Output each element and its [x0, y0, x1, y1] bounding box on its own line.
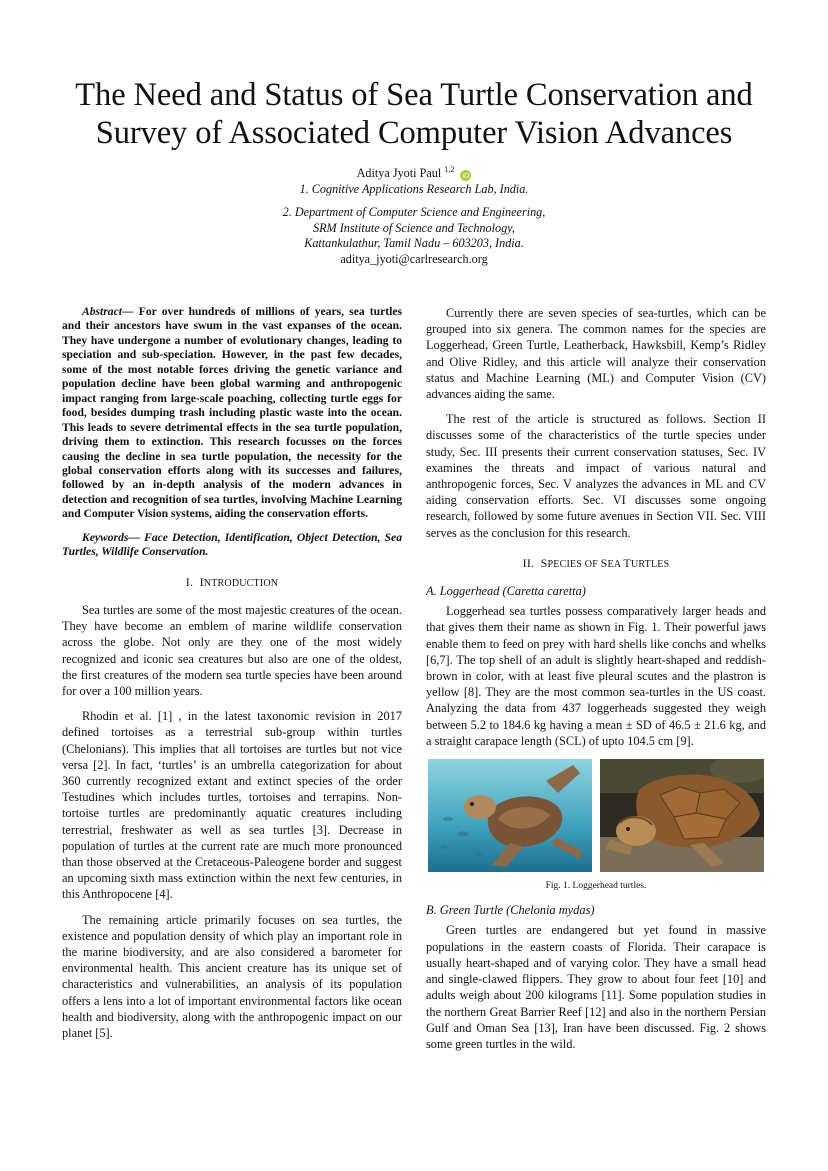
affiliation-2-line-1: 2. Department of Computer Science and Engineering,	[282, 205, 546, 220]
abstract	[62, 305, 402, 522]
species-overview-paragraph: Currently there are seven species of sea-turtles, which can be grouped into six genera. The common names for the species are Loggerhead, Green Turtle, Leatherback, Hawksbill, Kemp’s Ridley and Olive Ridley, and this article will analyze their conservation status and Machine Learning (ML) and Computer Vision (CV) advances aiding the same.	[426, 306, 766, 402]
author-block	[214, 166, 614, 268]
right-column	[426, 305, 766, 1061]
loggerhead-resting-photo	[600, 759, 764, 872]
section-1-heading: I. INTRODUCTION	[185, 574, 279, 589]
author-name: Aditya Jyoti Paul	[356, 166, 442, 180]
figure-1-caption: Fig. 1. Loggerhead turtles.	[545, 881, 647, 892]
intro-paragraph-2: Rhodin et al. [1] , in the latest taxonomic revision in 2017 defined tortoises as a terrestrial sub-group within turtles (Chelonians). This implies that all tortoises are turtles but not vice versa [2]. In fact, ‘turtles’ is an umbrella categorization for about 360 currently recognized extant and extinct species of the order Testudines which includes turtles, tortoises and terrapins. Non-tortoise turtles are predominantly aquatic creatures including terrestrial, freshwater as well as sea turtles [3]. Decrease in population of turtles at the current rate are much more pronounced than those observed at the Cretaceous-Paleogene border and suggest an upcoming sixth mass extinction within the next few centuries, in this Anthropocene [4].	[62, 709, 402, 902]
affiliation-2-line-3: Kattankulathur, Tamil Nadu – 603203, India.	[304, 236, 524, 251]
subsection-a-heading: A. Loggerhead (Caretta caretta)	[426, 584, 586, 599]
intro-paragraph-1: Sea turtles are some of the most majestic creatures of the ocean. They have become an emblem of marine wildlife conservation across the globe. Not only are they one of the most widely recognized and iconic sea creatures but also are one of the oldest, the first creatures of the modern sea turtle species have been around for over a 100 million years.	[62, 603, 402, 699]
subsection-b-heading: B. Green Turtle (Chelonia mydas)	[426, 903, 595, 918]
loggerhead-underwater-photo	[428, 759, 592, 872]
abstract-text: For over hundreds of millions of years, sea turtles and their ancestors have swum in the vast expanses of the ocean. They have undergone a number of evolutionary changes, leading to speciation and sub-speciation. However, in the past few decades, some of the most notable forces driving the genetic variance and population decline have been global warming and anthropogenic impact ranging from large-scale poaching, collecting turtle eggs for food, besides dumping trash including plastic waste into the ocean. This leads to severe detrimental effects in the sea turtle population, driving them to extinction. This research focusses on the forces causing the decline in sea turtle population, the necessity for the global conservation efforts along with its successes and failures, followed by an in-depth analysis of the modern advances in detection and recognition of sea turtles, involving Machine Learning and Computer Vision systems, aiding the conservation efforts.	[62, 305, 402, 521]
green-turtle-paragraph: Green turtles are endangered but yet found in massive populations in the eastern coasts of Florida. Their carapace is usually heart-shaped and of varying color. They have a small head and single-clawed flippers. They grow to about four feet [10] and adults weigh about 200 kilograms [11]. Some population studies in the northern Great Barrier Reef [12] and also in the northern Persian Gulf and Oman Sea [13], Iran have been discussed. Fig. 2 shows some green turtles in the wild.	[426, 923, 766, 1051]
section-2-heading: II. SPECIES OF SEA TURTLES	[522, 555, 670, 570]
structure-paragraph: The rest of the article is structured as follows. Section II discusses some of the characteristics of the turtle species under study, Sec. III presents their current conservation statuses, Sec. IV examines the threats and impact of various natural and anthropogenic forces, Sec. V analyzes the advances in ML and CV aiding conservation efforts. Sec. VI discusses some ongoing research, followed by some future avenues in Section VII. Sec. VIII serves as the conclusion for this research.	[426, 412, 766, 540]
abstract-label: Abstract—	[82, 305, 134, 318]
affiliation-2-line-2: SRM Institute of Science and Technology,	[313, 220, 515, 235]
loggerhead-paragraph: Loggerhead sea turtles possess comparatively larger heads and that gives them their name as shown in Fig. 1. Their powerful jaws enable them to feed on prey with hard shells like conchs and whelks [6,7]. The top shell of an adult is slightly heart-shaped and reddish-brown in color, with at least five pleural scutes and the plastron is yellow [8]. They are the most common sea-turtles in the US coast. Analyzing the data from 437 loggerheads suggested they weigh between 5.2 to 184.6 kg having a mean ± SD of 46.5 ± 21.6 kg, and a straight carapace length (SCL) of upto 104.5 cm [9].	[426, 604, 766, 748]
orcid-icon[interactable]: iD	[462, 171, 470, 180]
left-column	[62, 305, 402, 1050]
author-line	[214, 166, 614, 182]
intro-paragraph-3: The remaining article primarily focuses on sea turtles, the existence and population density of which play an important role in the marine biodiversity, and are also considered a barometer for environmental health. This ancient creature has its unique set of characteristics and vulnerabilities, an analysis of its population offers a lens into a lot of important environmental factors like ocean health and biodiversity, along with the anthropogenic impact on our planet [5].	[62, 912, 402, 1041]
paper-title: The Need and Status of Sea Turtle Conservation and Survey of Associated Computer Vision Advances	[75, 77, 753, 151]
author-superscript: 1,2	[444, 164, 455, 174]
author-email[interactable]: aditya_jyoti@carlresearch.org	[340, 251, 488, 266]
figure-1	[428, 759, 764, 872]
keywords: Keywords— Face Detection, Identification, Object Detection, Sea Turtles, Wildlife Conservation.	[62, 530, 402, 559]
affiliation-1: 1. Cognitive Applications Research Lab, India.	[299, 181, 529, 196]
